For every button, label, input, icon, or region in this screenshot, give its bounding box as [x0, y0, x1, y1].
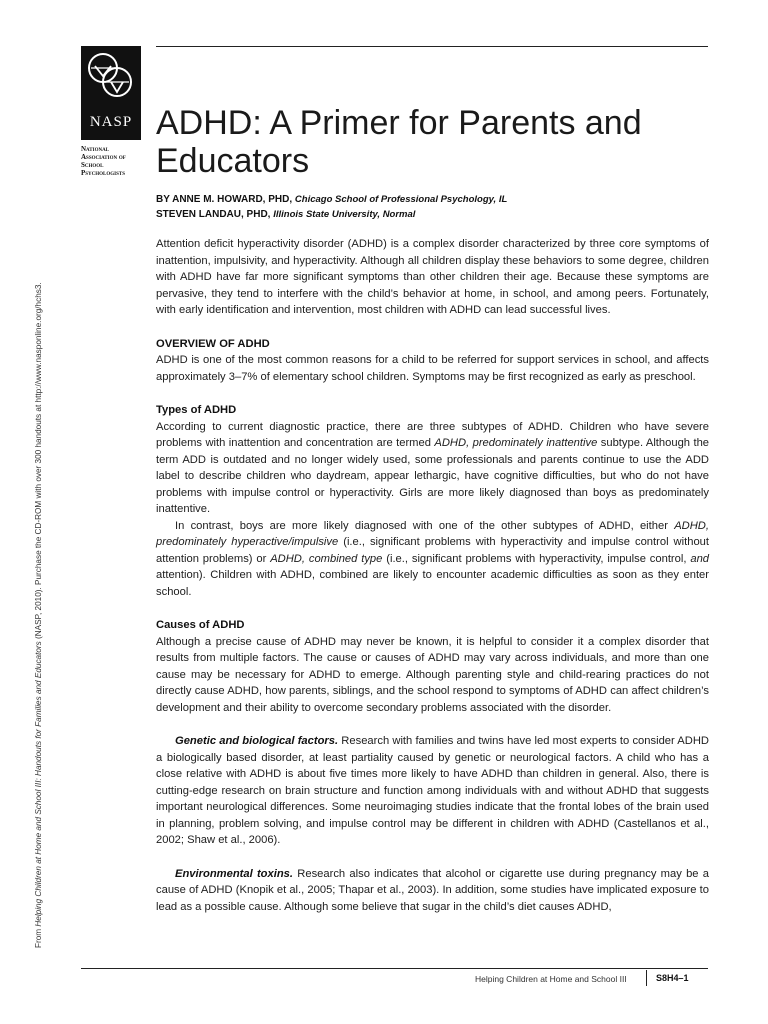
- org-name: [81, 145, 161, 177]
- org-line: Psychologists: [81, 169, 126, 177]
- footer-series: Helping Children at Home and School III: [475, 974, 627, 984]
- org-line: Association of: [81, 153, 126, 161]
- environmental-runin-heading: Environmental toxins.: [175, 867, 294, 880]
- logo-text: NASP: [89, 114, 133, 130]
- bottom-rule: [81, 968, 708, 969]
- footer-divider: [646, 970, 647, 986]
- page-title: ADHD: A Primer for Parents and Educators: [156, 104, 642, 180]
- author-name: STEVEN LANDAU, PHD,: [156, 209, 271, 220]
- top-rule: [156, 46, 708, 47]
- genetic-runin-heading: Genetic and biological factors.: [175, 735, 339, 747]
- author-affiliation: Illinois State University, Normal: [273, 209, 416, 220]
- org-line: School: [81, 161, 104, 169]
- author-line: [156, 192, 507, 207]
- footer-page-code: S8H4–1: [656, 973, 689, 983]
- nasp-logo: [81, 46, 141, 140]
- causes-heading: Causes of ADHD: [156, 619, 245, 631]
- author-line: [156, 207, 507, 222]
- overview-paragraph: ADHD is one of the most common reasons for a child to be referred for support services in school, and affects approximately 3–7% of elementary school children. Symptoms may be first recognized as early as preschool.: [156, 354, 709, 383]
- org-line: National: [81, 145, 110, 153]
- source-sidebar: From Helping Children at Home and School III: Handouts for Families and Educators (NASP, 2010). Purchase the CD-ROM with over 300 handouts at http://www.nasponline.org/hchs3.: [34, 282, 43, 948]
- environmental-paragraph: Environmental toxins. Research also indicates that alcohol or cigarette use during pregnancy may be a cause of ADHD (Knopik et al., 2005; Thapar et al., 2003). In addition, some studies have implicated exposure to lead as a possible cause. Although some believe that sugar in the child’s diet causes ADHD,: [156, 867, 709, 913]
- types-paragraph-1: According to current diagnostic practice, there are three subtypes of ADHD. Children who have severe problems with inattention and concentration are termed ADHD, predominately inattentive subtype. Although the term ADD is outdated and no longer widely used, some professionals and parents continue to use the ADD label to describe children who daydream, appear lethargic, have cognitive difficulties, but who do not have problems with impulse control or hyperactivity. Girls are more likely diagnosed than boys as predominately inattentive.: [156, 420, 710, 515]
- intro-paragraph: Attention deficit hyperactivity disorder (ADHD) is a complex disorder characterized by three core symptoms of inattention, impulsivity, and hyperactivity. Although all children display these behaviors to some degree, children with ADHD have far more significant symptoms than other children their age. Because these symptoms are pervasive, they tend to interfere with the child’s behavior at home, in school, and among peers. Fortunately, with early identification and intervention, most children with ADHD can lead successful lives.: [156, 238, 709, 316]
- overview-heading: OVERVIEW OF ADHD: [156, 337, 270, 350]
- causes-paragraph: Although a precise cause of ADHD may never be known, it is helpful to consider it a complex disorder that results from multiple factors. The cause or causes of ADHD may vary across individuals, and more than one cause may be necessary for ADHD to emerge. Although parenting style and child-rearing practices do not directly cause ADHD, how parents, siblings, and the school respond to symptoms of ADHD can affect children’s development and their ability to overcome secondary problems associated with the disorder.: [156, 635, 709, 714]
- genetic-paragraph: Genetic and biological factors. Research with families and twins have led most experts to consider ADHD a biologically based disorder, at least partiality caused by genetic or neurological factors. A child who has a close relative with ADHD is about five times more likely to have ADHD than children in general. Also, there is cutting-edge research on brain structure and function among individuals with and without ADHD that suggests important neurological differences. Some neuroimaging studies indicate that the frontal lobes of the brain used in planning, problem solving, and impulse control may be different in children with ADHD (Castellanos et al., 2002; Shaw et al., 2006).: [156, 735, 710, 846]
- types-paragraph-2: In contrast, boys are more likely diagnosed with one of the other subtypes of ADHD, either ADHD, predominately hyperactive/impulsive (i.e., significant problems with hyperactivity and impulse control without attention problems) or ADHD, combined type (i.e., significant problems with hyperactivity, impulse control, and attention). Children with ADHD, combined are likely to encounter academic difficulties as soon as they enter school.: [156, 519, 710, 598]
- nasp-emblem-icon: [81, 46, 141, 112]
- byline: [156, 192, 507, 222]
- author-name: BY ANNE M. HOWARD, PHD,: [156, 194, 293, 205]
- author-affiliation: Chicago School of Professional Psychology, IL: [294, 194, 508, 205]
- article-body: [156, 236, 709, 915]
- types-heading: Types of ADHD: [156, 404, 237, 416]
